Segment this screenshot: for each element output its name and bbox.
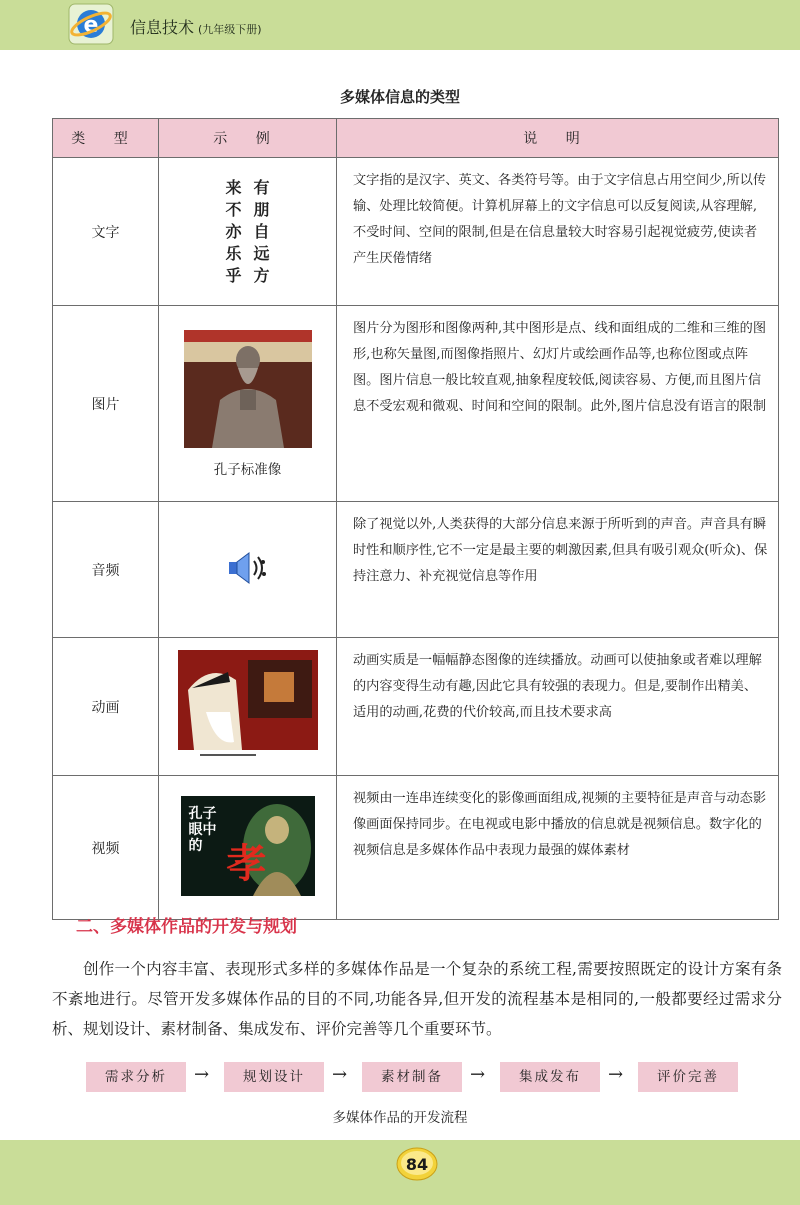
table-row-animation (53, 638, 779, 776)
video-frame-image (181, 796, 315, 896)
video-example (159, 776, 337, 920)
flow-step: 评价完善 (638, 1062, 738, 1092)
page-number-badge (395, 1143, 439, 1183)
row-description: 图片分为图形和图像两种,其中图形是点、线和面组成的二维和三维的图形,也称矢量图,而图像指照片、幻灯片或绘画作品等,也称位图或点阵图。图片信息一般比较直观,抽象程度较低,阅读容易、方便,而且图片信息不受宏观和微观、时间和空间的限制。此外,图片信息没有语言的限制 (337, 306, 779, 502)
calligraphy-char: 乐 (225, 243, 242, 263)
animation-frame-image (178, 650, 318, 760)
table-row-audio (53, 502, 779, 638)
video-title-line: 的 (188, 837, 203, 854)
table-row-video (53, 776, 779, 920)
table-caption: 多媒体信息的类型 (339, 88, 460, 106)
flow-caption: 多媒体作品的开发流程 (332, 1110, 468, 1126)
calligraphy-columns (225, 177, 269, 287)
ie-logo-icon (66, 2, 116, 46)
video-title-lines (189, 806, 217, 854)
header-band (0, 0, 800, 50)
body-paragraph: 创作一个内容丰富、表现形式多样的多媒体作品是一个复杂的系统工程,需要按照既定的设计方案有条不紊地进行。尽管开发多媒体作品的目的不同,功能各异,但开发的流程基本是相同的,一般都要经过需求分析、规划设计、素材制备、集成发布、评价完善等几个重要环节。 (52, 960, 782, 1038)
calligraphy-char: 乎 (225, 265, 242, 285)
speaker-icon (227, 551, 269, 585)
table-row-text (53, 158, 779, 306)
page-number: 84 (405, 1155, 429, 1174)
video-title-line: 眼中 (188, 821, 217, 838)
confucius-statue-image (184, 330, 312, 448)
flow-step: 需求分析 (86, 1062, 186, 1092)
book-title-text: 信息技术 (130, 18, 195, 37)
book-title (130, 15, 262, 38)
row-type-label: 图片 (53, 306, 159, 502)
flow-arrow-icon: → (608, 1064, 624, 1085)
calligraphy-char: 来 (225, 177, 242, 197)
flow-step: 规划设计 (224, 1062, 324, 1092)
flow-arrow-icon: → (470, 1064, 486, 1085)
row-type-label: 文字 (53, 158, 159, 306)
calligraphy-char: 方 (253, 265, 270, 285)
calligraphy-char: 自 (253, 221, 270, 241)
calligraphy-char: 有 (253, 177, 270, 197)
calligraphy-example (159, 158, 337, 306)
calligraphy-char: 亦 (225, 221, 242, 241)
flow-step: 集成发布 (500, 1062, 600, 1092)
row-type-label: 音频 (53, 502, 159, 638)
header-description: 说 明 (337, 119, 779, 158)
flow-arrow-icon: → (194, 1064, 210, 1085)
flow-arrow-icon: → (332, 1064, 348, 1085)
row-type-label: 动画 (53, 638, 159, 776)
table-header-row (53, 119, 779, 158)
row-description: 动画实质是一幅幅静态图像的连续播放。动画可以使抽象或者难以理解的内容变得生动有趣,因此它具有较强的表现力。但是,要制作出精美、适用的动画,花费的代价较高,而且技术要求高 (337, 638, 779, 776)
video-big-character: 孝 (226, 839, 267, 887)
header-type: 类 型 (53, 119, 159, 158)
image-caption: 孔子标准像 (213, 461, 282, 478)
svg-text:e: e (83, 13, 99, 38)
section-heading: 二、多媒体作品的开发与规划 (76, 917, 297, 937)
row-description: 视频由一连串连续变化的影像画面组成,视频的主要特征是声音与动态影像画面保持同步。在电视或电影中播放的信息就是视频信息。数字化的视频信息是多媒体作品中表现力最强的媒体素材 (337, 776, 779, 920)
calligraphy-char: 不 (225, 199, 242, 219)
calligraphy-char: 远 (253, 243, 270, 263)
header-example: 示 例 (159, 119, 337, 158)
animation-example (159, 638, 337, 776)
book-subtitle: (九年级下册) (198, 23, 262, 36)
video-title-line: 孔子 (188, 805, 217, 822)
row-description: 文字指的是汉字、英文、各类符号等。由于文字信息占用空间少,所以传输、处理比较简便。计算机屏幕上的文字信息可以反复阅读,从容理解,不受时间、空间的限制,但是在信息量较大时容易引起视觉疲劳,使读者产生厌倦情绪 (337, 158, 779, 306)
audio-example (159, 502, 337, 638)
table-row-image (53, 306, 779, 502)
calligraphy-char: 朋 (253, 199, 270, 219)
media-types-table (52, 118, 779, 920)
row-type-label: 视频 (53, 776, 159, 920)
image-example (159, 306, 337, 502)
flow-step: 素材制备 (362, 1062, 462, 1092)
row-description: 除了视觉以外,人类获得的大部分信息来源于所听到的声音。声音具有瞬时性和顺序性,它不一定是最主要的刺激因素,但具有吸引观众(听众)、保持注意力、补充视觉信息等作用 (337, 502, 779, 638)
